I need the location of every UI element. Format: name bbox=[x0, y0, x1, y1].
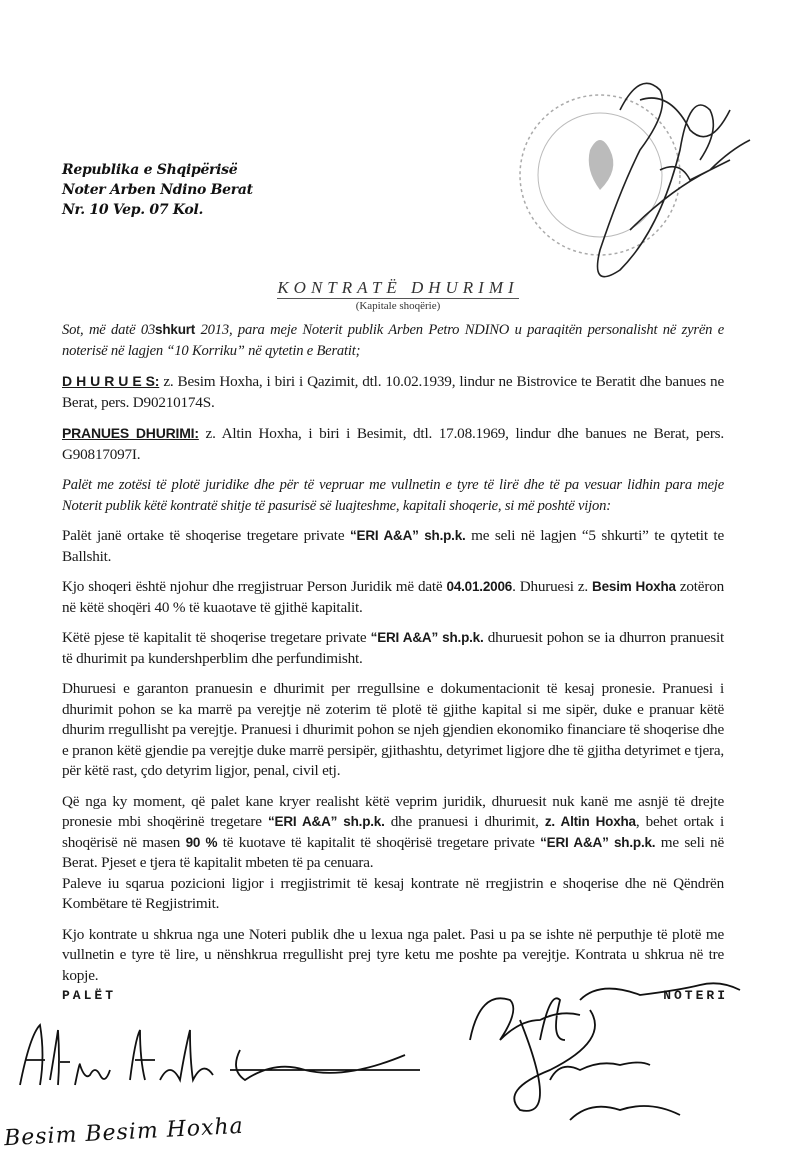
header-line-2: Noter Arben Ndino Berat bbox=[62, 182, 253, 198]
text-run: 03 bbox=[140, 322, 156, 338]
bold-text: shkurt bbox=[155, 322, 196, 337]
signature-labels bbox=[62, 988, 728, 1004]
paragraph-recipient bbox=[62, 423, 724, 465]
text-run: Kjo kontrate u shkrua nga une Noteri publik dhe u lexua nga palet. Pasi u pa se ishte në perputhje të plotë me vullnetin e tyre të lire, u nënshkrua rregullisht prej tyre ketu me poshte pa verejtje. Kontrata u shkrua në tre kopje. bbox=[62, 925, 724, 984]
contract-title bbox=[0, 278, 796, 298]
paragraph-legal-position bbox=[62, 874, 724, 915]
contract-subtitle: (Kapitale shoqërie) bbox=[355, 300, 441, 312]
parties-label: PALËT bbox=[62, 988, 117, 1003]
text-run: të kuotave të kapitalit të shoqërisë tregetare private bbox=[217, 833, 541, 851]
text-run: me seli në Berat. Pjeset e tjera të kapitalit mbeten të pa cenuara. bbox=[62, 833, 724, 871]
notary-label: NOTERI bbox=[663, 988, 728, 1003]
text-run: Sot, më datë bbox=[62, 322, 141, 338]
bold-text: “ERI A&A” sh.p.k. bbox=[540, 834, 656, 850]
text-run: Palët me zotësi të plotë juridike dhe për të vepruar me vullnetin e tyre të lirë dhe të pa vesuar lidhin para meje Noterit publik këtë kontratë shitje të pasurisë së luajteshme, kapitali shoqerie, si më poshtë vijon: bbox=[62, 477, 724, 514]
contract-body bbox=[62, 320, 728, 1004]
text-run: Këtë pjese të kapitalit të shoqerise tregetare private bbox=[62, 629, 371, 646]
text-run: z. Altin Hoxha, i biri i Besimit, dtl. 17.08.1969, lindur dhe banues ne Berat, pers. G90817097I. bbox=[62, 425, 724, 463]
bold-text: Besim Hoxha bbox=[592, 579, 676, 594]
paragraph-guarantee bbox=[62, 679, 724, 782]
bold-text: “ERI A&A” sh.p.k. bbox=[267, 814, 385, 829]
paragraph-intro bbox=[62, 320, 724, 361]
text-run: , behet ortak i shoqërisë në masen bbox=[62, 813, 724, 851]
bold-text: “ERI A&A” sh.p.k. bbox=[370, 630, 484, 645]
text-run: . Dhuruesi z. bbox=[512, 578, 593, 595]
text-run: Që nga ky moment, që palet kane kryer realisht këtë veprim juridik, dhuruesit nuk kanë me asnjë të drejte pronesie mbi shoqërinë tregetare bbox=[62, 792, 724, 830]
text-run: zotëron në këtë shoqëri 40 % të kuaotave të gjithë kapitalit. bbox=[62, 578, 724, 616]
bold-text: 04.01.2006 bbox=[446, 579, 513, 594]
header-line-3: Nr. 10 Vep. 07 Kol. bbox=[62, 202, 204, 218]
text-run: me seli në lagjen “5 shkurti” te qytetit te Ballshit. bbox=[62, 527, 724, 565]
paragraph-donation bbox=[62, 628, 724, 669]
text-run: z. Besim Hoxha, i biri i Qazimit, dtl. 10.02.1939, lindur ne Bistrovice te Beratit dhe banues ne Berat, pers. D90210174S. bbox=[62, 373, 724, 411]
text-run: Kjo shoqeri është njohur dhe rregjistruar Person Juridik më datë bbox=[62, 578, 447, 595]
paragraph-effect bbox=[62, 792, 724, 874]
title-text: KONTRATË DHURIMI bbox=[277, 278, 519, 297]
party-2-signature: Besim Besim Hoxha bbox=[3, 1113, 245, 1152]
party-1-signature bbox=[20, 1025, 420, 1085]
paragraph-capacity bbox=[62, 475, 724, 516]
text-run: Paleve iu sqarua pozicioni ligjor i rregjistrimit të kesaj kontrate në rregjistrin e shoqerise dhe në Qëndrën Kombëtare të Regjistrimit. bbox=[62, 874, 724, 912]
text-run: dhe pranuesi i dhurimit, bbox=[384, 813, 545, 830]
paragraph-registration bbox=[62, 577, 724, 618]
bold-text: z. Altin Hoxha bbox=[544, 814, 636, 829]
bold-text: “ERI A&A” sh.p.k. bbox=[349, 528, 466, 543]
text-run: Palët janë ortake të shoqerise tregetare private bbox=[62, 527, 350, 544]
party-heading: PRANUES DHURIMI: bbox=[62, 425, 199, 441]
notary-stamp-and-signature bbox=[0, 0, 796, 300]
text-run: dhuruesit pohon se ia dhurron pranuesit të dhurimit pa kundershperblim dhe perfundimisht. bbox=[62, 629, 724, 667]
paragraph-donor bbox=[62, 371, 724, 413]
paragraph-closing bbox=[62, 925, 724, 987]
header-line-1: Republika e Shqipërisë bbox=[62, 162, 238, 178]
text-run: Dhuruesi e garanton pranuesin e dhurimit per rregullsine e dokumentacionit të kesaj pronesie. Pranuesi i dhurimit pohon se ka marrë pa verejtje në zoterim të plotë të gjithe kapital si me sipër, duke e pranuar këtë dhurim rregullisht pa verejtje. Pranuesi i dhurimit pohon se njeh gjendien ekonomiko financiare të shoqerise dhe e pranon këtë gjendie pa verejtje duke marrë persipër, gjithashtu, detyrimet ligjore dhe të gjitha detyrimet e tjera, për këtë rast, çdo detyrim ligjor, penal, civil etj. bbox=[62, 680, 724, 779]
text-run: 2013, para meje Noterit publik Arben Petro NDINO u paraqitën personalisht në zyrën e noterisë në lagjen “10 Korriku” në qytetin e Beratit; bbox=[62, 322, 724, 359]
paragraph-partners bbox=[62, 526, 724, 567]
bold-text: 90 % bbox=[185, 834, 218, 850]
party-heading: D H U R U E S: bbox=[62, 373, 160, 389]
